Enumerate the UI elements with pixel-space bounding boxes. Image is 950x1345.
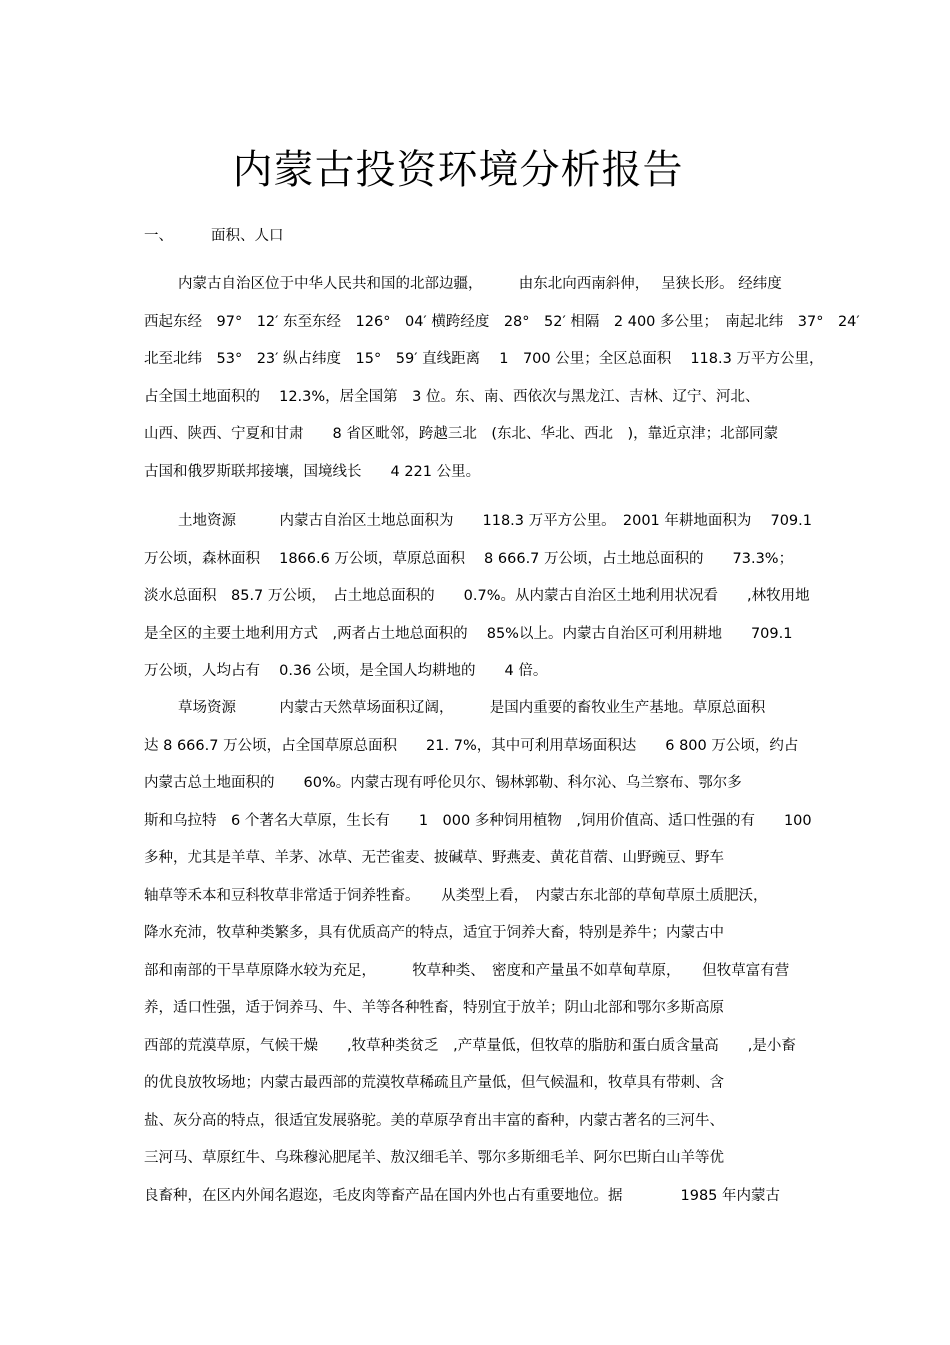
- paragraph-line: 三河马、草原红牛、乌珠穆沁肥尾羊、敖汉细毛羊、鄂尔多斯细毛羊、阿尔巴斯白山羊等优: [144, 1150, 724, 1166]
- paragraph-location: [144, 272, 860, 497]
- paragraph-line: 内蒙古自治区位于中华人民共和国的北部边疆， 由东北向西南斜伸， 呈狭长形。 经纬度: [178, 276, 782, 292]
- paragraph-line: 万公顷，森林面积 1866.6 万公顷，草原总面积 8 666.7 万公顷，占土地总面积的 73.3%；: [144, 550, 794, 567]
- paragraph-line: 古国和俄罗斯联邦接壤，国境线长 4 221 公里。: [144, 463, 481, 480]
- paragraph-line: 养，适口性强，适于饲养马、牛、羊等各种牲畜，特别宜于放羊；阴山北部和鄂尔多斯高原: [144, 1000, 724, 1016]
- section-label: 面积、人口: [211, 228, 284, 244]
- paragraph-line: 部和南部的干旱草原降水较为充足， 牧草种类、 密度和产量虽不如草甸草原， 但牧草富有营: [144, 962, 790, 979]
- paragraph-line: 斯和乌拉特 6 个著名大草原，生长有 1 000 多种饲用植物 ,饲用价值高、适口性强的有 100: [144, 812, 812, 829]
- paragraph-land-resources: [144, 509, 812, 697]
- paragraph-line: 达 8 666.7 万公顷，占全国草原总面积 21. 7%，其中可利用草场面积达 6 800 万公顷，约占: [144, 737, 799, 754]
- paragraph-line: 多种，尤其是羊草、羊茅、冰草、无芒雀麦、披碱草、野燕麦、黄花苜蓿、山野豌豆、野车: [144, 850, 724, 866]
- paragraph-grassland-resources: [144, 696, 812, 1221]
- paragraph-line: 是全区的主要土地利用方式 ,两者占土地总面积的 85%以上。内蒙古自治区可利用耕地 709.1: [144, 625, 793, 642]
- paragraph-line: 北至北纬 53° 23′ 纵占纬度 15° 59′ 直线距离 1 700 公里；全区总面积 118.3 万平方公里，: [144, 351, 824, 367]
- paragraph-line: 的优良放牧场地；内蒙古最西部的荒漠牧草稀疏且产量低，但气候温和，牧草具有带刺、含: [144, 1075, 724, 1091]
- section-heading: [144, 224, 284, 248]
- paragraph-line: 盐、灰分高的特点，很适宜发展骆驼。美的草原孕育出丰富的畜种，内蒙古著名的三河牛、: [144, 1112, 724, 1129]
- paragraph-line: 占全国土地面积的 12.3%，居全国第 3 位。东、南、西依次与黑龙江、吉林、辽宁、河北、: [144, 388, 760, 405]
- section-number: 一、: [144, 228, 173, 244]
- paragraph-line: 西起东经 97° 12′ 东至东经 126° 04′ 横跨经度 28° 52′ 相隔 2 400 多公里； 南起北纬 37° 24′: [144, 313, 860, 330]
- paragraph-line: 山西、陕西、宁夏和甘肃 8 省区毗邻，跨越三北 (东北、华北、西北 )，靠近京津；北部同蒙: [144, 426, 779, 442]
- paragraph-line: 淡水总面积 85.7 万公顷， 占土地总面积的 0.7%。从内蒙古自治区土地利用状况看 ,林牧用地: [144, 588, 810, 604]
- paragraph-line: 轴草等禾本和豆科牧草非常适于饲养牲畜。 从类型上看， 内蒙古东北部的草甸草原土质肥沃，: [144, 887, 768, 904]
- paragraph-line: 良畜种，在区内外闻名遐迩，毛皮肉等畜产品在国内外也占有重要地位。据 1985 年内蒙古: [144, 1187, 781, 1204]
- paragraph-line: 万公顷，人均占有 0.36 公顷，是全国人均耕地的 4 倍。: [144, 663, 548, 679]
- paragraph-line: 西部的荒漠草原，气候干燥 ,牧草种类贫乏 ,产草量低，但牧草的脂肪和蛋白质含量高 ,是小畜: [144, 1037, 796, 1054]
- paragraph-line: 内蒙古总土地面积的 60%。内蒙古现有呼伦贝尔、锡林郭勒、科尔沁、乌兰察布、鄂尔多: [144, 775, 742, 791]
- document-title: 内蒙古投资环境分析报告: [232, 147, 684, 193]
- paragraph-line: 降水充沛，牧草种类繁多，具有优质高产的特点，适宜于饲养大畜，特别是养牛；内蒙古中: [144, 925, 724, 941]
- paragraph-line: 土地资源 内蒙古自治区土地总面积为 118.3 万平方公里。 2001 年耕地面积为 709.1: [178, 513, 812, 529]
- paragraph-line: 草场资源 内蒙古天然草场面积辽阔， 是国内重要的畜牧业生产基地。草原总面积: [178, 700, 766, 716]
